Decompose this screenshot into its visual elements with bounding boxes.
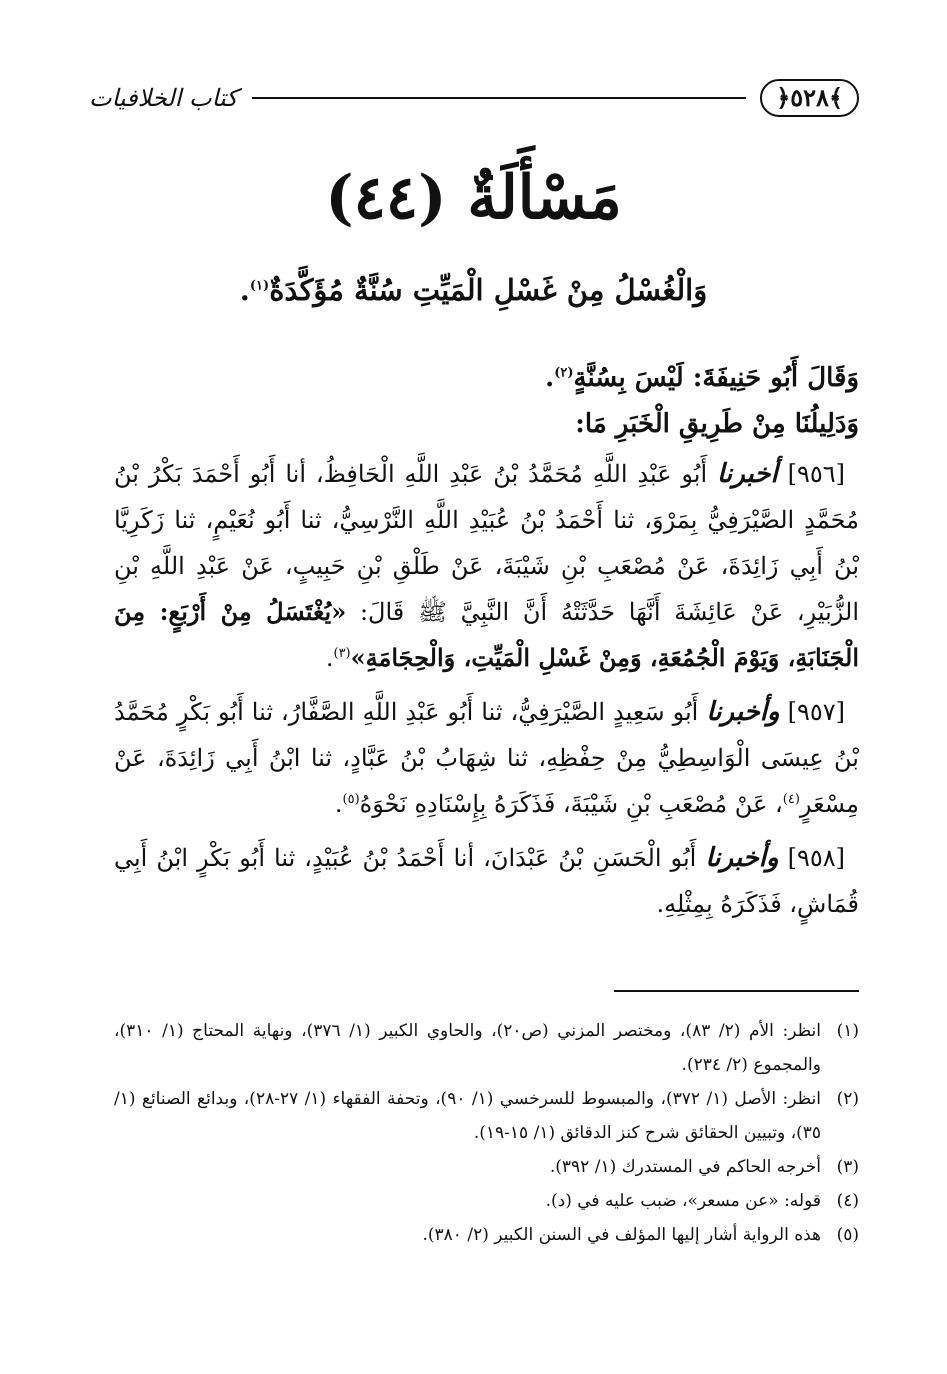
hadith-lead: أخبرنا — [717, 459, 778, 489]
hadith-956 — [114, 451, 859, 681]
opinion-end: . — [545, 363, 555, 393]
opposing-opinion — [114, 355, 859, 401]
hadith-958 — [114, 835, 859, 927]
opinion-text: وَقَالَ أَبُو حَنِيفَةَ: لَيْسَ بِسُنَّةٍ — [573, 363, 859, 393]
footnote-ref-2: (٢) — [554, 365, 574, 381]
footnote-number: (٤) — [836, 1191, 859, 1211]
hadith-isnad-rest: ، عَنْ مُصْعَبِ بْنِ شَيْبَةَ، فَذَكَرَهُ بِإِسْنَادِهِ نَحْوَهُ — [359, 790, 783, 818]
footnote — [114, 1184, 859, 1218]
footnote-number: (٥) — [836, 1225, 859, 1245]
hadith-end: . — [325, 644, 334, 672]
footnote-ref-5: (٥) — [342, 792, 360, 807]
footnote — [114, 1014, 859, 1082]
hadith-number: [٩٥٧] — [787, 698, 845, 726]
footnote-ref-4: (٤) — [782, 792, 800, 807]
statement-end: . — [239, 273, 250, 307]
hadith-matn: «يُغْتَسَلُ مِنْ أَرْبَعٍ: مِنَ الْجَنَابَةِ، وَيَوْمَ الْجُمُعَةِ، وَمِنْ غَسْلِ الْمَيِّتِ، وَالْحِجَامَةِ» — [114, 597, 859, 672]
page-number: ﴿٥٢٨﴾ — [760, 79, 859, 117]
hadith-end: . — [334, 790, 343, 818]
footnote — [114, 1218, 859, 1252]
main-text — [114, 355, 859, 935]
hadith-isnad: أَبُو سَعِيدٍ الصَّيْرَفِيُّ، ثنا أَبُو عَبْدِ اللَّهِ الصَّفَّارُ، ثنا أَبُو بَكْرٍ مُحَمَّدُ بْنُ عِيسَى الْوَاسِطِيُّ مِنْ حِفْظِهِ، ثنا شِهَابُ بْنُ عَبَّادٍ، ثنا ابْنُ أَبِي زَائِدَةَ، عَنْ مِسْعَرٍ — [114, 698, 859, 818]
footnote-text: انظر: الأصل (١/ ٣٧٢)، والمبسوط للسرخسي (١/ ٩٠)، وتحفة الفقهاء (١/ ٢٧-٢٨)، وبدائع الصنائع (١/ ٣٥)، وتبيين الحقائق شرح كنز الدقائق (١/ ١٥-١٩). — [114, 1089, 821, 1143]
footnote — [114, 1150, 859, 1184]
footnote-ref-1: (١) — [249, 278, 270, 294]
footnote-separator — [614, 990, 859, 992]
footnote-text: انظر: الأم (٢/ ٨٣)، ومختصر المزني (ص٢٠)، والحاوي الكبير (١/ ٣٧٦)، ونهاية المحتاج (١/ ٣١٠)، والمجموع (٢/ ٢٣٤). — [114, 1021, 821, 1075]
masala-title: مَسْأَلَةٌ (٤٤) — [325, 163, 622, 233]
footnote-number: (٢) — [836, 1089, 859, 1109]
footnote-ref-3: (٣) — [333, 646, 351, 661]
footnote-text: قوله: «عن مسعر»، ضبب عليه في (د). — [545, 1191, 821, 1211]
footnote-text: أخرجه الحاكم في المستدرك (١/ ٣٩٢). — [549, 1157, 821, 1177]
header-rule — [252, 97, 747, 99]
running-header — [89, 78, 859, 118]
masala-statement — [100, 268, 847, 312]
hadith-isnad: أَبُو الْحَسَنِ بْنُ عَبْدَانَ، أنا أَحْمَدُ بْنُ عُبَيْدٍ، ثنا أَبُو بَكْرٍ ابْنُ أَبِي قُمَاشٍ، فَذَكَرَهُ بِمِثْلِهِ. — [114, 844, 859, 918]
evidence-intro: وَدَلِيلُنَا مِنْ طَرِيقِ الْخَبَرِ مَا: — [575, 409, 859, 439]
footnote-number: (١) — [836, 1021, 859, 1041]
footnote-text: هذه الرواية أشار إليها المؤلف في السنن الكبير (٢/ ٣٨٠). — [422, 1225, 821, 1245]
hadith-isnad: أَبُو عَبْدِ اللَّهِ مُحَمَّدُ بْنُ عَبْدِ اللَّهِ الْحَافِظُ، أنا أَبُو أَحْمَدَ بَكْرُ بْنُ مُحَمَّدٍ الصَّيْرَفِيُّ بِمَرْوَ، ثنا أَحْمَدُ بْنُ عُبَيْدِ اللَّهِ النَّرْسِيُّ، ثنا أَبُو نُعَيْمٍ، ثنا زَكَرِيَّا بْنُ أَبِي زَائِدَةَ، عَنْ مُصْعَبِ بْنِ شَيْبَةَ، عَنْ طَلْقِ بْنِ حَبِيبٍ، عَنْ عَبْدِ اللَّهِ بْنِ الزُّبَيْرِ، عَنْ عَائِشَةَ أَنَّهَا حَدَّثَتْهُ أَنَّ النَّبِيَّ ﷺ قَالَ: — [114, 460, 859, 626]
footnote — [114, 1082, 859, 1150]
statement-text: وَالْغُسْلُ مِنْ غَسْلِ الْمَيِّتِ سُنَّةٌ مُؤَكَّدَةٌ — [269, 273, 708, 307]
hadith-number: [٩٥٨] — [787, 844, 846, 872]
footnote-number: (٣) — [836, 1157, 859, 1177]
hadith-number: [٩٥٦] — [787, 460, 845, 488]
hadith-957 — [114, 689, 859, 827]
footnotes — [114, 1014, 859, 1252]
hadith-lead: وأخبرنا — [705, 843, 779, 873]
hadith-lead: وأخبرنا — [706, 697, 780, 727]
book-title: كتاب الخلافيات — [89, 84, 238, 112]
